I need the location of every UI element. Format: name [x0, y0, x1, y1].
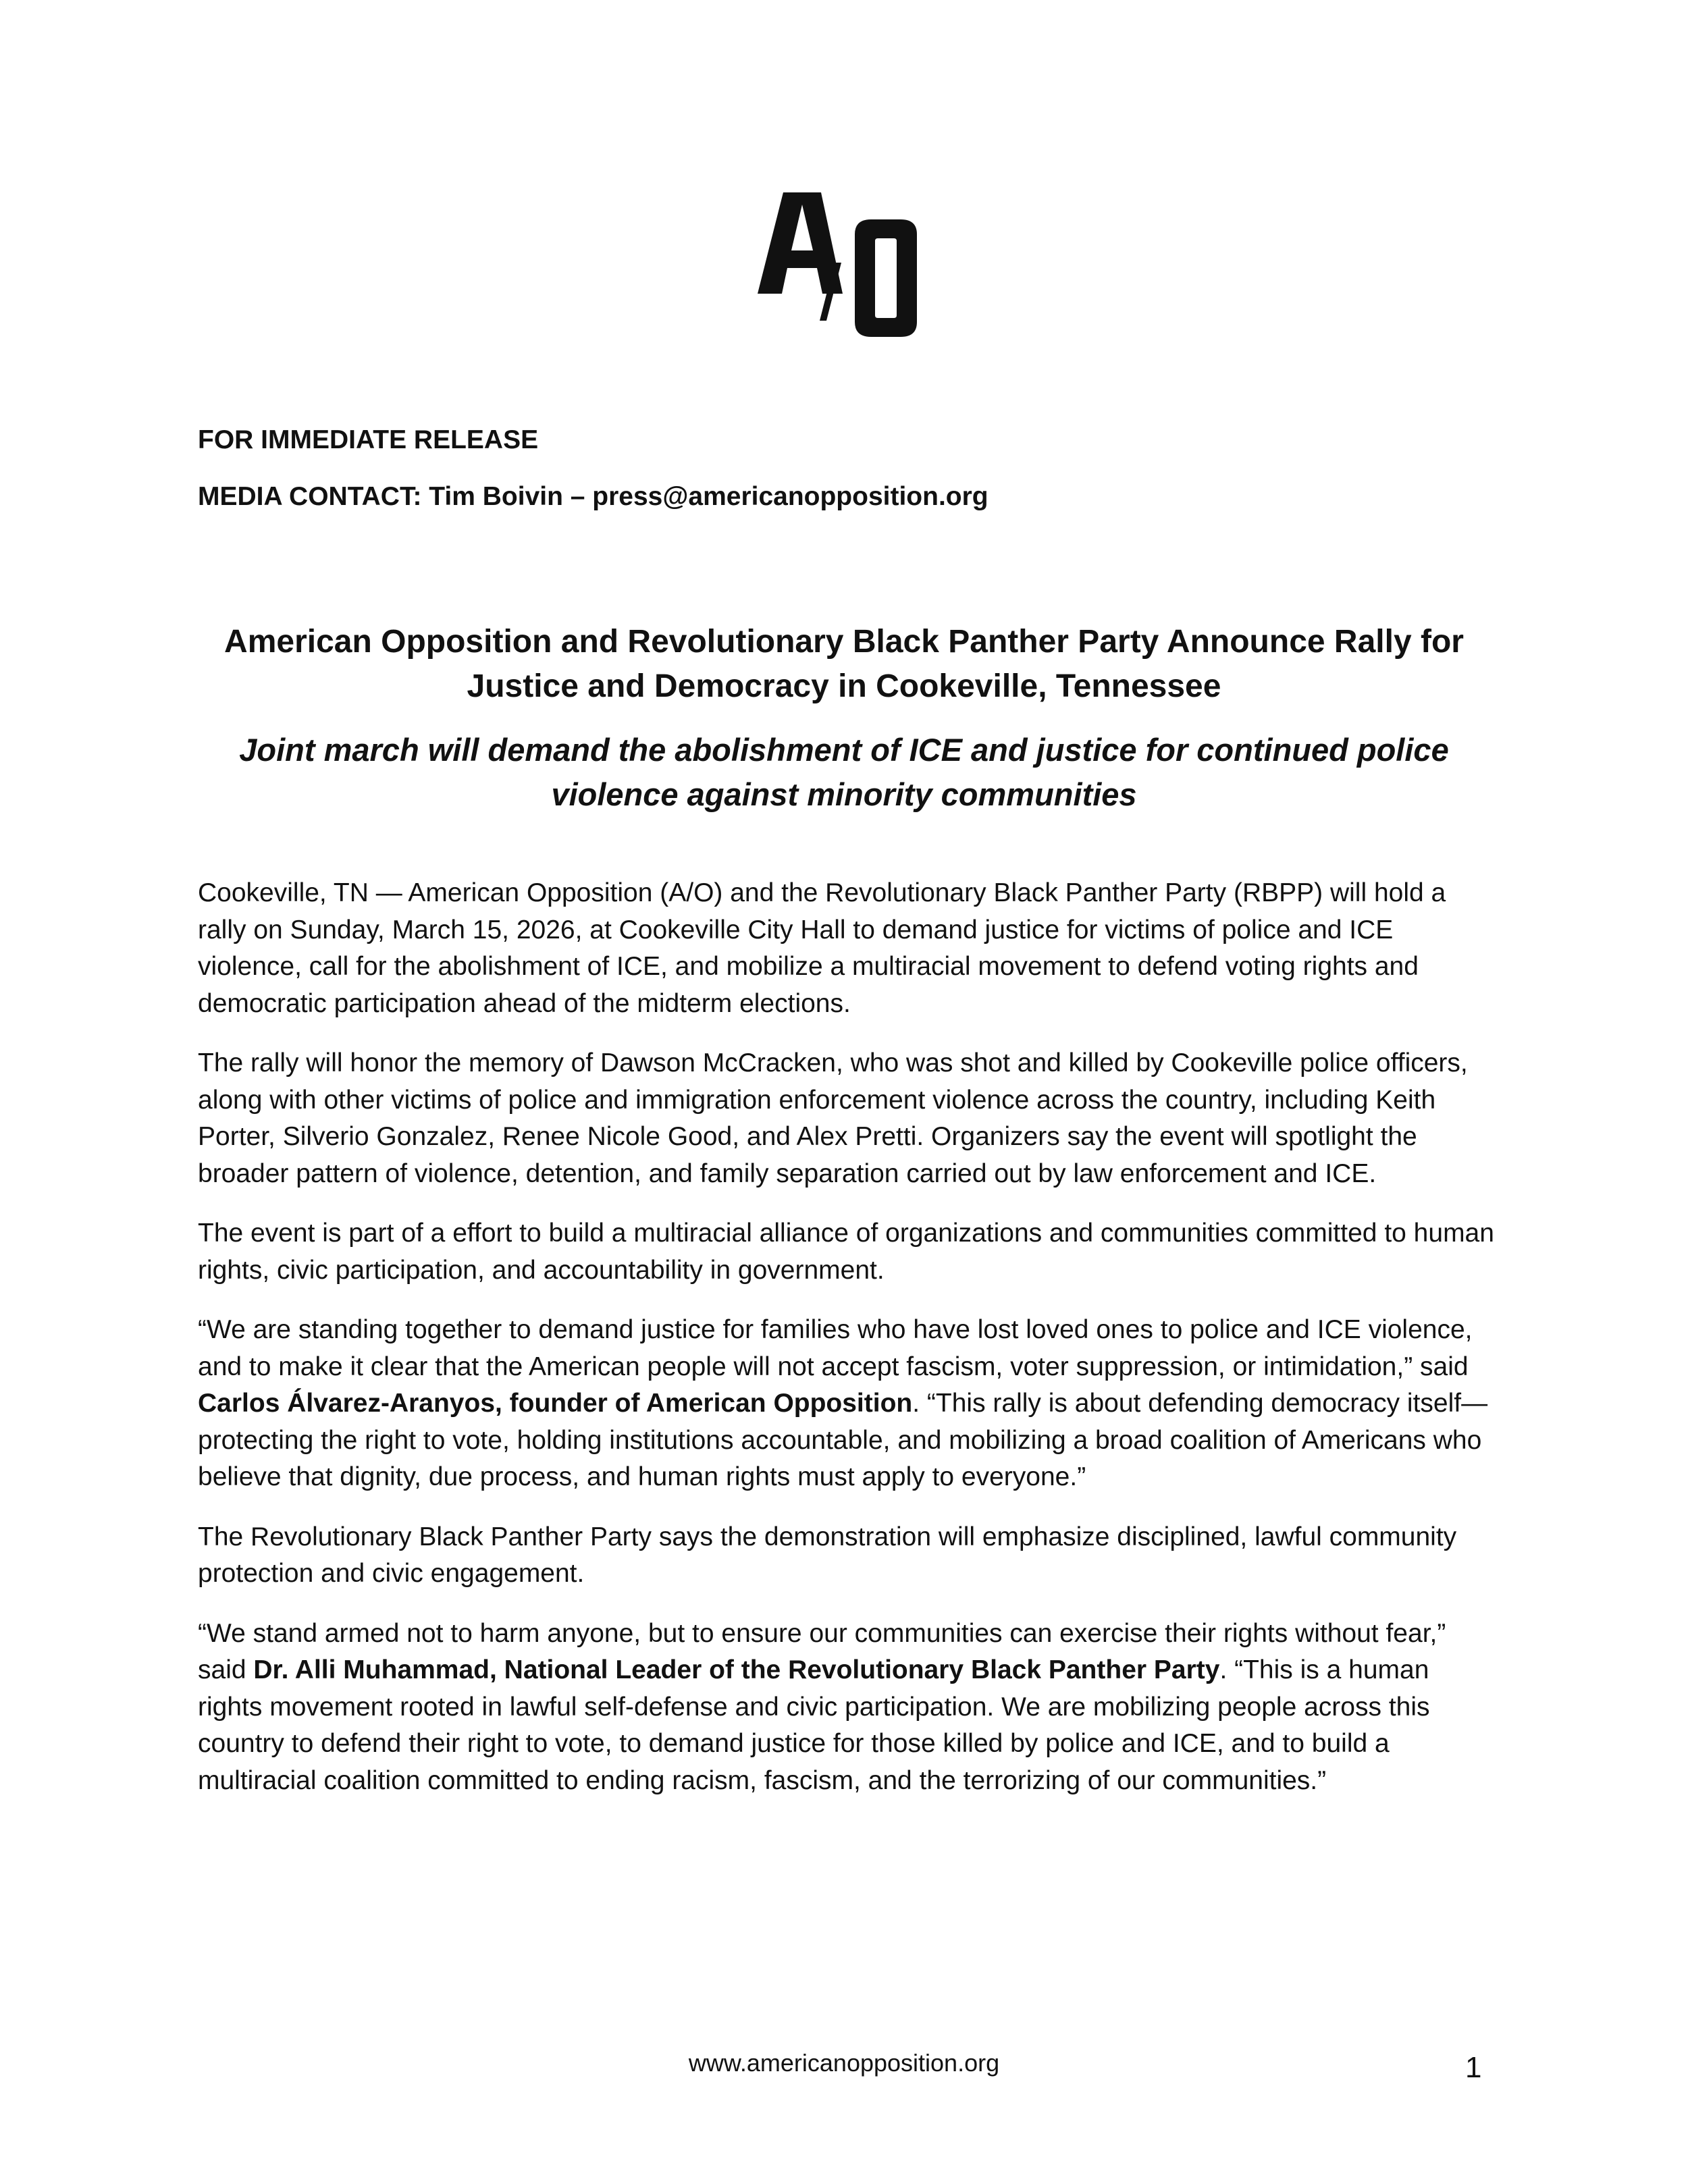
quote-2-lead: “We stand armed not to harm anyone, but to ensure our communities can exercise their rights without fear,” said: [198, 1618, 1446, 1684]
release-label: FOR IMMEDIATE RELEASE: [198, 425, 539, 454]
body-paragraph-5: The Revolutionary Black Panther Party says the demonstration will emphasize disciplined, lawful community protection and civic engagement.: [198, 1522, 1457, 1588]
speaker-2-attribution: Dr. Alli Muhammad, National Leader of the Revolutionary Black Panther Party: [253, 1655, 1220, 1684]
media-contact: MEDIA CONTACT: Tim Boivin – press@americanopposition.org: [198, 482, 988, 511]
logo-letter-a: [758, 192, 843, 294]
american-opposition-logo: [756, 192, 918, 341]
footer-website: www.americanopposition.org: [688, 2049, 1000, 2077]
body-paragraph-4: [198, 1312, 1494, 1496]
body-paragraph-6: [198, 1616, 1494, 1800]
release-header: [198, 424, 1481, 513]
body-paragraph-2: The rally will honor the memory of Dawson McCracken, who was shot and killed by Cookeville police officers, along with other victims of police and immigration enforcement violence across the country, including Keith Porter, Silverio Gonzalez, Renee Nicole Good, and Alex Pretti. Organizers say the event will spotlight the broader pattern of violence, detention, and family separation carried out by law enforcement and ICE.: [198, 1048, 1468, 1188]
subheadline: Joint march will demand the abolishment of ICE and justice for continued police violence against minority communities: [239, 732, 1449, 812]
body-paragraph-1: Cookeville, TN — American Opposition (A/O) and the Revolutionary Black Panther Party (RBPP) will hold a rally on Sunday, March 15, 2026, at Cookeville City Hall to demand justice for victims of police and ICE violence, call for the abolishment of ICE, and mobilize a multiracial movement to defend voting rights and democratic participation ahead of the midterm elections.: [198, 878, 1446, 1018]
logo-letter-o: [855, 219, 917, 337]
headline: American Opposition and Revolutionary Black Panther Party Announce Rally for Justice and Democracy in Cookeville, Tennessee: [224, 624, 1464, 704]
body-paragraph-3: The event is part of a effort to build a multiracial alliance of organizations and communities committed to human rights, civic participation, and accountability in government.: [198, 1219, 1494, 1285]
quote-1-continuation: . “This rally is about defending democracy itself—protecting the right to vote, holding institutions accountable, and mobilizing a broad coalition of Americans who believe that dignity, due process, and human rights must apply to everyone.”: [198, 1389, 1488, 1491]
quote-1-lead: “We are standing together to demand justice for families who have lost loved ones to police and ICE violence, and to make it clear that the American people will not accept fascism, voter suppression, or intimidation,” said: [198, 1315, 1473, 1381]
press-release-body: [198, 875, 1494, 1822]
speaker-1-attribution: Carlos Álvarez-Aranyos, founder of American Opposition: [198, 1389, 913, 1418]
quote-2-continuation: . “This is a human rights movement rooted in lawful self-defense and civic participation. We are mobilizing people across this country to defend their right to vote, to demand justice for those killed by police and ICE, and to build a multiracial coalition committed to ending racism, fascism, and the terrorizing of our communities.”: [198, 1655, 1430, 1795]
page-number: 1: [1465, 2051, 1482, 2084]
